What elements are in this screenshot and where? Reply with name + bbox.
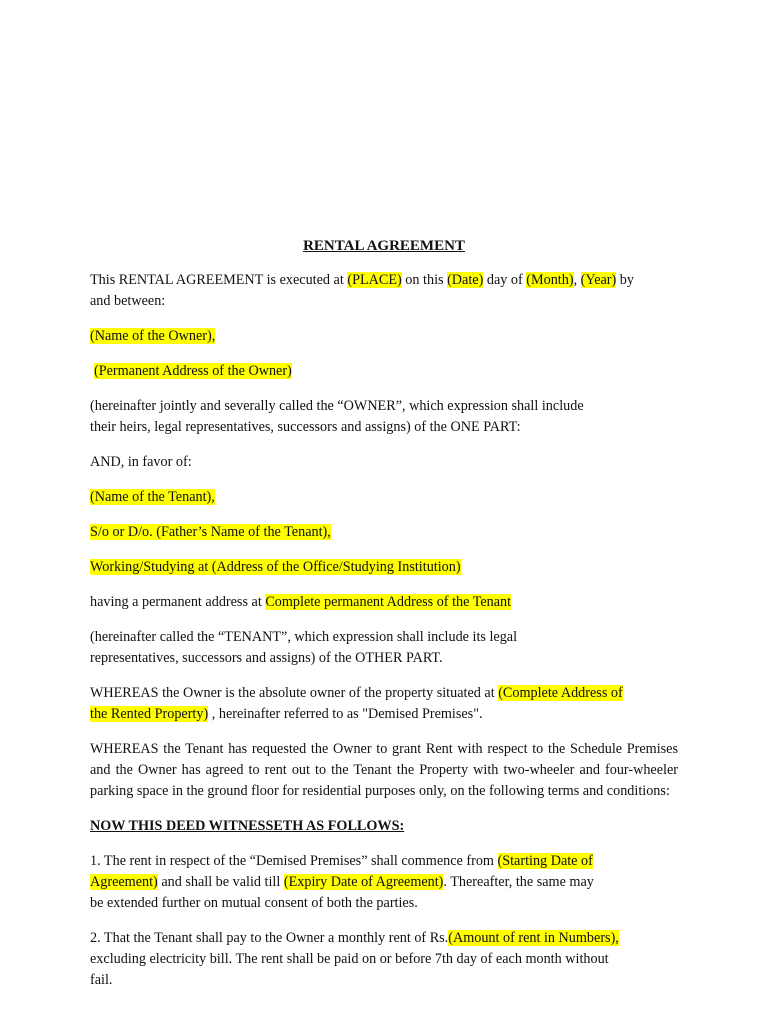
owner-address-line <box>90 361 678 382</box>
document-title: RENTAL AGREEMENT <box>303 238 465 254</box>
owner-clause <box>90 396 678 438</box>
tenant-name-line <box>90 487 678 508</box>
placeholder-property-address-cont: the Rented Property) <box>90 706 209 722</box>
text-run: and between: <box>90 293 166 309</box>
witnesseth-heading: NOW THIS DEED WITNESSETH AS FOLLOWS: <box>90 818 405 834</box>
owner-name-line <box>90 326 678 347</box>
text-run: 2. That the Tenant shall pay to the Owner a monthly rent of Rs. <box>90 930 449 946</box>
placeholder-tenant-name: (Name of the Tenant), <box>90 489 215 505</box>
placeholder-owner-name: (Name of the Owner), <box>90 328 216 344</box>
placeholder-expiry-date: (Expiry Date of Agreement) <box>283 874 444 890</box>
whereas-tenant-paragraph: WHEREAS the Tenant has requested the Owner to grant Rent with respect to the Schedule Premises and the Owner has agreed to rent out to the Tenant the Property with two-wheeler and four-wheeler parking space in the ground floor for residential purposes only, on the following terms and conditions: <box>90 741 678 799</box>
text-run: on this <box>401 272 448 288</box>
placeholder-tenant-work: Working/Studying at (Address of the Office/Studying Institution) <box>90 559 461 575</box>
clause-1 <box>90 851 678 914</box>
text-run: excluding electricity bill. The rent shall be paid on or before 7th day of each month without <box>90 951 609 967</box>
placeholder-start-date: (Starting Date of <box>497 853 593 869</box>
text-run: , hereinafter referred to as "Demised Premises". <box>208 706 483 722</box>
text-run: by <box>616 272 634 288</box>
text-run: WHEREAS the Owner is the absolute owner of the property situated at <box>90 685 499 701</box>
tenant-address-line <box>90 592 678 613</box>
placeholder-year: (Year) <box>580 272 617 288</box>
text-run: . Thereafter, the same may <box>443 874 594 890</box>
tenant-clause <box>90 627 678 669</box>
text-run: fail. <box>90 972 113 988</box>
text-run: their heirs, legal representatives, successors and assigns) of the ONE PART: <box>90 419 521 435</box>
text-run: (hereinafter called the “TENANT”, which expression shall include its legal <box>90 629 518 645</box>
tenant-work-line <box>90 557 678 578</box>
intro-paragraph <box>90 270 678 312</box>
text-run: be extended further on mutual consent of both the parties. <box>90 895 418 911</box>
text-run: , <box>573 272 581 288</box>
text-run: and shall be valid till <box>157 874 284 890</box>
placeholder-owner-address: (Permanent Address of the Owner) <box>94 363 292 379</box>
placeholder-place: (PLACE) <box>347 272 402 288</box>
placeholder-month: (Month) <box>526 272 574 288</box>
tenant-parent-line <box>90 522 678 543</box>
placeholder-start-date-cont: Agreement) <box>90 874 158 890</box>
text-run: day of <box>483 272 527 288</box>
placeholder-date: (Date) <box>447 272 484 288</box>
text-run: representatives, successors and assigns) of the OTHER PART. <box>90 650 443 666</box>
and-favor-line: AND, in favor of: <box>90 454 192 470</box>
whereas-owner-paragraph <box>90 683 678 725</box>
clause-2 <box>90 928 678 991</box>
text-run: (hereinafter jointly and severally called the “OWNER”, which expression shall include <box>90 398 584 414</box>
placeholder-rent-amount: (Amount of rent in Numbers), <box>448 930 619 946</box>
text-run: 1. The rent in respect of the “Demised Premises” shall commence from <box>90 853 498 869</box>
placeholder-property-address: (Complete Address of <box>498 685 623 701</box>
text-run: This RENTAL AGREEMENT is executed at <box>90 272 348 288</box>
placeholder-tenant-parent: S/o or D/o. (Father’s Name of the Tenant), <box>90 524 331 540</box>
placeholder-tenant-address: Complete permanent Address of the Tenant <box>265 594 512 610</box>
document-body <box>90 236 678 1005</box>
text-run: having a permanent address at <box>90 594 266 610</box>
